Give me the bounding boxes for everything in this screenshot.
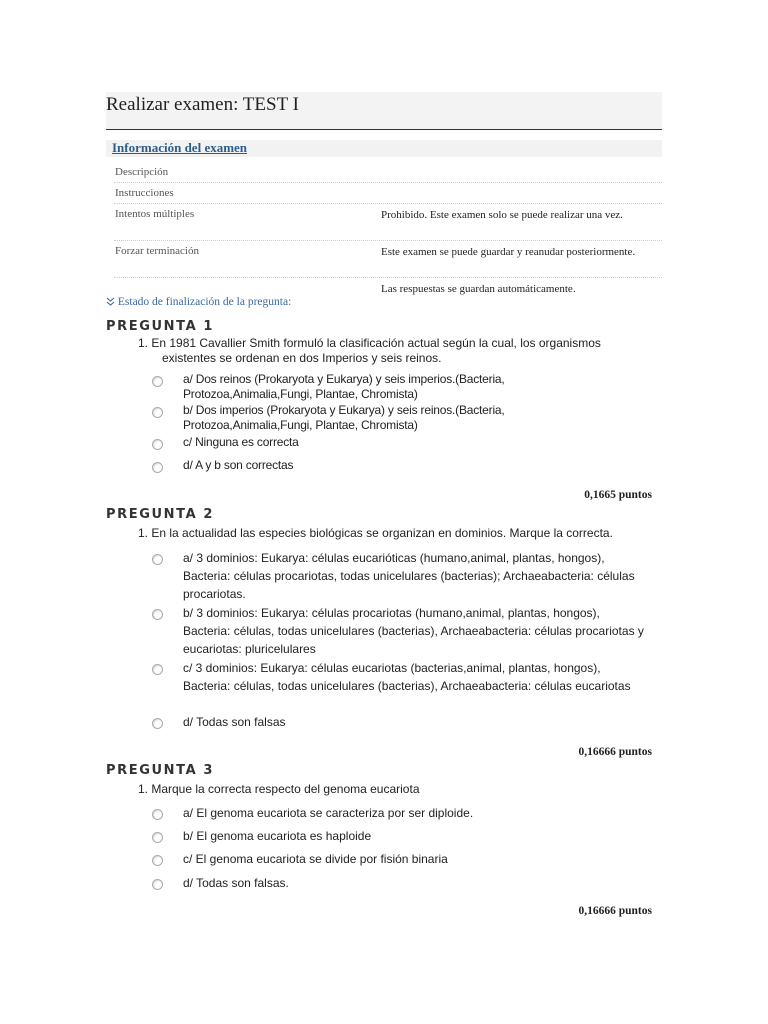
- question-points: 0,16666 puntos: [578, 746, 652, 758]
- answer-option-label: c/ El genoma eucariota se divide por fisión binaria: [183, 852, 448, 866]
- page-title: Realizar examen: TEST I: [106, 94, 299, 115]
- answer-option-label: a/ Dos reinos (Prokaryota y Eukarya) y seis imperios.(Bacteria, Protozoa,Animalia,Fungi, Plantae, Chromista): [183, 372, 505, 401]
- exam-header: [106, 92, 662, 130]
- radio-button[interactable]: [152, 439, 163, 450]
- radio-button[interactable]: [152, 718, 163, 729]
- answer-option-label: d/ Todas son falsas.: [183, 876, 289, 890]
- question-text-line: existentes se ordenan en dos Imperios y seis reinos.: [162, 351, 442, 365]
- info-row-description: [114, 162, 662, 183]
- question-status-toggle[interactable]: [106, 296, 291, 308]
- answer-option-label: a/ El genoma eucariota se caracteriza por ser diploide.: [183, 806, 474, 820]
- radio-button[interactable]: [152, 809, 163, 820]
- info-row-autosave: [114, 278, 662, 298]
- question-text-line: 1. En la actualidad las especies biológicas se organizan en dominios. Marque la correcta.: [138, 526, 613, 540]
- answer-option-label: a/ 3 dominios: Eukarya: células eucarióticas (humano,animal, plantas, hongos), Bacteria: células procariotas, todas unicelulares (bacterias); Archaeabacteria: células procariotas.: [183, 551, 635, 601]
- info-row-multiple-attempts: [114, 204, 662, 241]
- info-row-label: Intentos múltiples: [115, 208, 195, 220]
- question-status-label: Estado de finalización de la pregunta:: [117, 296, 292, 308]
- question-points: 0,1665 puntos: [584, 489, 652, 501]
- question-text-line: 1. Marque la correcta respecto del genoma eucariota: [138, 782, 420, 796]
- answer-option-label: d/ Todas son falsas: [183, 715, 286, 729]
- info-row-label: Instrucciones: [115, 187, 174, 199]
- radio-button[interactable]: [152, 855, 163, 866]
- radio-button[interactable]: [152, 462, 163, 473]
- answer-option-label: d/ A y b son correctas: [183, 458, 294, 472]
- radio-button[interactable]: [152, 832, 163, 843]
- answer-option-label: b/ 3 dominios: Eukarya: células procariotas (humano,animal, plantas, hongos), Bacteria: células, todas unicelulares (bacterias), Archaeabacteria: células procariotas y eucariotas: pluricelulares: [183, 606, 644, 656]
- radio-button[interactable]: [152, 879, 163, 890]
- info-row-force-completion: [114, 241, 662, 278]
- question-heading: PREGUNTA 3: [106, 763, 215, 778]
- radio-button[interactable]: [152, 609, 163, 620]
- question-text-line: 1. En 1981 Cavallier Smith formuló la clasificación actual según la cual, los organismos: [138, 336, 601, 350]
- exam-info-table: [114, 162, 662, 298]
- question-points: 0,16666 puntos: [578, 905, 652, 917]
- question-text: [138, 782, 658, 797]
- answer-option-label: c/ 3 dominios: Eukarya: células eucariotas (bacterias,animal, plantas, hongos), Bacteria: células, todas unicelulares (bacterias), Archaeabacteria: células eucariotas: [183, 661, 631, 693]
- info-row-value: Este examen se puede guardar y reanudar posteriormente.: [381, 246, 636, 258]
- info-row-label: Forzar terminación: [115, 245, 199, 257]
- info-row-label: Descripción: [115, 166, 169, 178]
- info-row-value: Las respuestas se guardan automáticamente.: [381, 283, 576, 295]
- exam-info-bar: [106, 140, 662, 157]
- answer-option-label: b/ Dos imperios (Prokaryota y Eukarya) y seis reinos.(Bacteria, Protozoa,Animalia,Fungi, Plantae, Chromista): [183, 403, 505, 432]
- radio-button[interactable]: [152, 554, 163, 565]
- info-row-instructions: [114, 183, 662, 204]
- question-heading: PREGUNTA 2: [106, 507, 215, 522]
- info-row-value: Prohibido. Este examen solo se puede realizar una vez.: [381, 209, 623, 221]
- question-heading: PREGUNTA 1: [106, 319, 215, 334]
- answer-option-label: b/ El genoma eucariota es haploide: [183, 829, 372, 843]
- radio-button[interactable]: [152, 664, 163, 675]
- question-text: [138, 526, 668, 541]
- radio-button[interactable]: [152, 376, 163, 387]
- double-chevron-down-icon: [106, 296, 118, 308]
- answer-option-label: c/ Ninguna es correcta: [183, 435, 299, 449]
- exam-info-link[interactable]: Información del examen: [112, 140, 248, 155]
- question-text: [138, 336, 658, 366]
- radio-button[interactable]: [152, 407, 163, 418]
